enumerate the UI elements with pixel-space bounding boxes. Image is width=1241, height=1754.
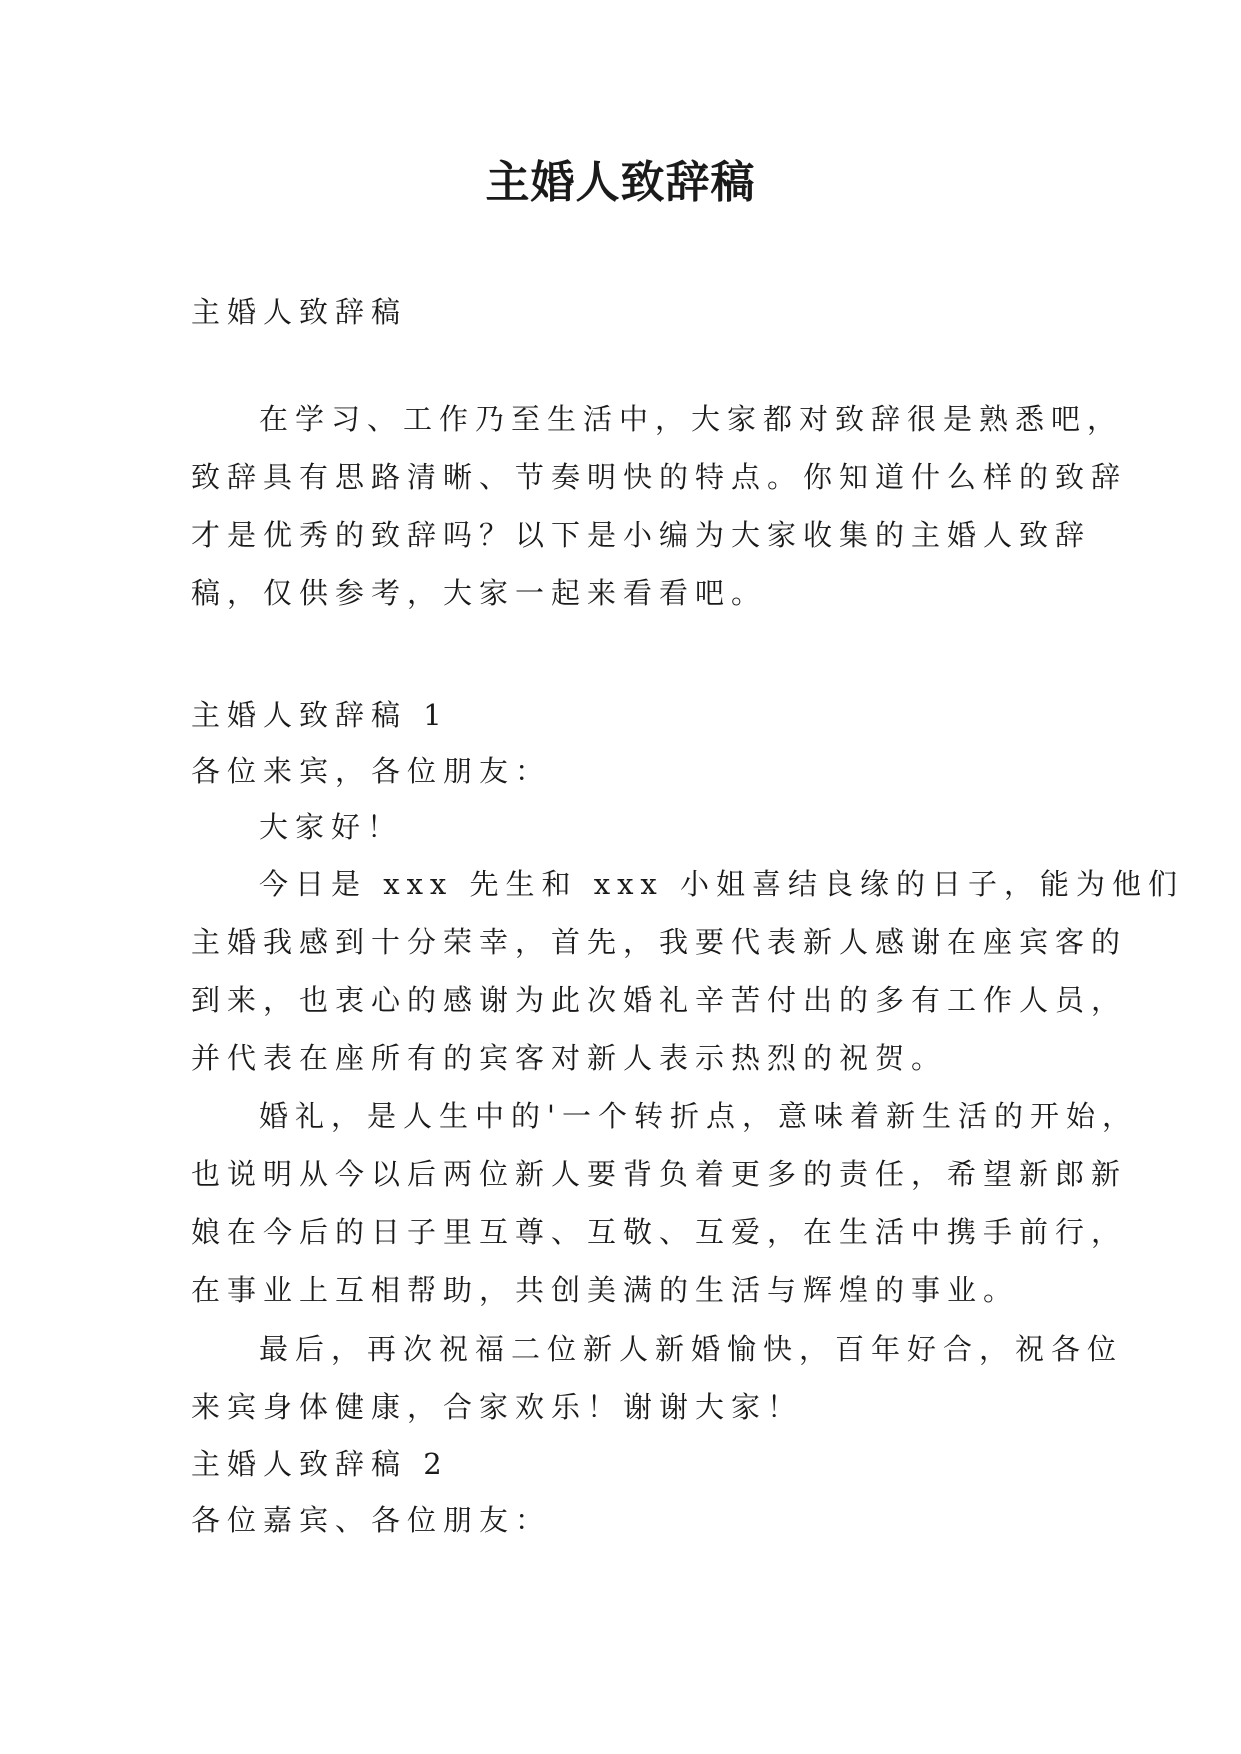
section-heading: 主婚人致辞稿 2	[191, 1447, 449, 1481]
body-line: 才是优秀的致辞吗？以下是小编为大家收集的主婚人致辞	[191, 518, 1092, 552]
body-line: 稿，仅供参考，大家一起来看看吧。	[191, 576, 768, 610]
body-line: 在事业上互相帮助，共创美满的生活与辉煌的事业。	[191, 1273, 1020, 1307]
body-line: 也说明从今以后两位新人要背负着更多的责任，希望新郎新	[191, 1157, 1128, 1191]
body-line: 大家好！	[259, 810, 404, 844]
body-line: 各位来宾，各位朋友：	[191, 754, 552, 788]
section-heading: 主婚人致辞稿 1	[191, 698, 449, 732]
body-line: 今日是 xxx 先生和 xxx 小姐喜结良缘的日子，能为他们	[259, 867, 1185, 901]
body-line: 最后，再次祝福二位新人新婚愉快，百年好合，祝各位	[259, 1332, 1124, 1366]
body-line: 娘在今后的日子里互尊、互敬、互爱，在生活中携手前行，	[191, 1215, 1128, 1249]
body-line: 婚礼，是人生中的'一个转折点，意味着新生活的开始，	[259, 1099, 1138, 1133]
body-line: 主婚我感到十分荣幸，首先，我要代表新人感谢在座宾客的	[191, 925, 1128, 959]
body-line: 并代表在座所有的宾客对新人表示热烈的祝贺。	[191, 1041, 948, 1075]
document-title: 主婚人致辞稿	[485, 157, 756, 208]
body-line: 主婚人致辞稿	[191, 295, 408, 329]
body-line: 来宾身体健康，合家欢乐！谢谢大家！	[191, 1390, 804, 1424]
body-line: 各位嘉宾、各位朋友：	[191, 1503, 552, 1537]
body-line: 到来，也衷心的感谢为此次婚礼辛苦付出的多有工作人员，	[191, 983, 1128, 1017]
body-line: 致辞具有思路清晰、节奏明快的特点。你知道什么样的致辞	[191, 460, 1128, 494]
body-line: 在学习、工作乃至生活中，大家都对致辞很是熟悉吧，	[259, 402, 1124, 436]
